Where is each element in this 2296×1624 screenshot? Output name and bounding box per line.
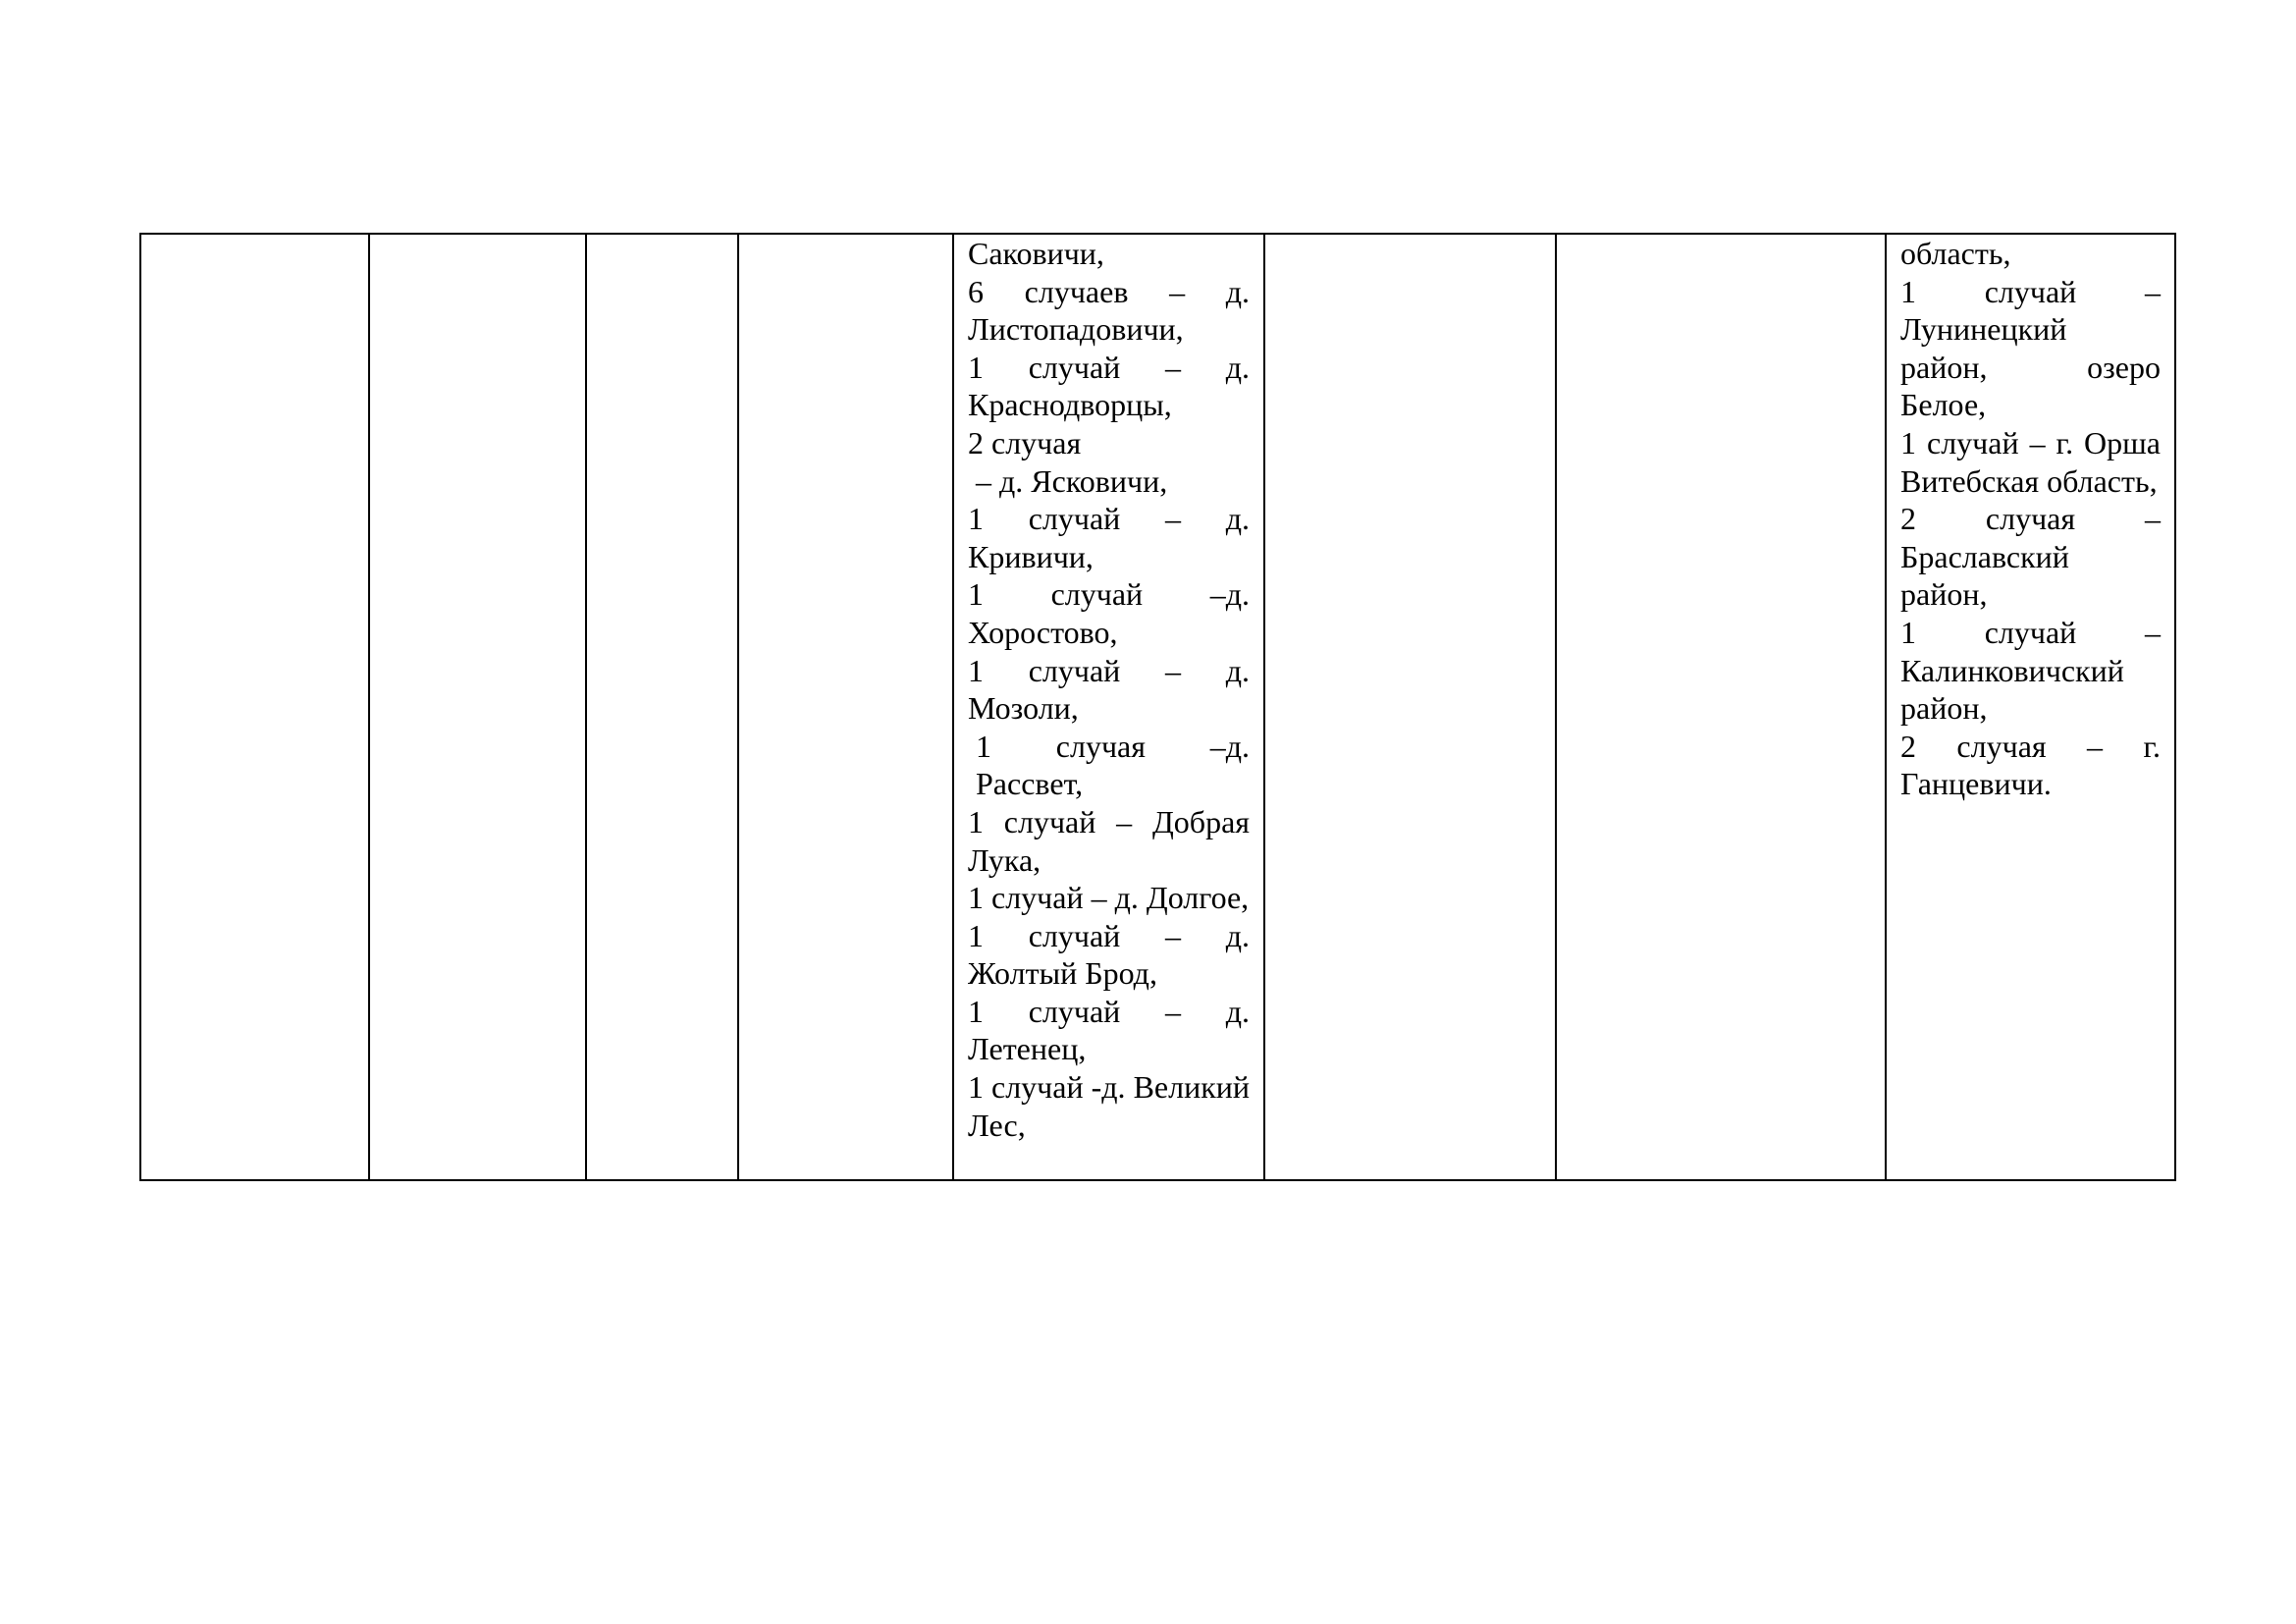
list-item: – д. Ясковичи, xyxy=(968,462,1168,499)
data-table xyxy=(139,233,2176,1181)
list-item: область, xyxy=(1900,236,2011,271)
list-item: 2 случая xyxy=(968,424,1082,460)
table-cell-7 xyxy=(1556,234,1886,1180)
list-item: 1 случай – д. Жолтый Брод, xyxy=(968,917,1250,992)
list-item: 1 случай – Добрая Лука, xyxy=(968,803,1250,878)
list-item: 1 случай –д. Хоростово, xyxy=(968,576,1250,650)
table-cell-3 xyxy=(586,234,738,1180)
list-item: 1 случай – Лунинецкий район, озеро Белое, xyxy=(1900,273,2161,423)
list-item: 1 случай – д. Мозоли, xyxy=(968,652,1250,727)
table-cell-1 xyxy=(140,234,369,1180)
table-cell-6 xyxy=(1264,234,1556,1180)
cell-8-text xyxy=(1887,235,2174,803)
list-item: 1 случай – г. Орша Витебская область, xyxy=(1900,424,2161,499)
table-row xyxy=(140,234,2175,1180)
list-item: 1 случай – д. Летенец, xyxy=(968,993,1250,1067)
list-item: 1 случай – д. Кривичи, xyxy=(968,501,1250,574)
list-item: 6 случаев – д. Листопадовичи, xyxy=(968,273,1250,348)
table-cell-2 xyxy=(369,234,586,1180)
list-item: 1 случай – д. Краснодворцы, xyxy=(968,349,1250,423)
list-item: Саковичи, xyxy=(968,236,1104,271)
table-cell-5 xyxy=(953,234,1264,1180)
table-cell-4 xyxy=(738,234,953,1180)
table-cell-8 xyxy=(1886,234,2175,1180)
list-item: 1 случай – д. Долгое, xyxy=(968,880,1250,916)
list-item: 1 случай – Калинковичский район, xyxy=(1900,614,2161,727)
list-item: 2 случая – г. Ганцевичи. xyxy=(1900,728,2161,802)
list-item: 1 случая –д. Рассвет, xyxy=(976,728,1250,802)
cell-5-text xyxy=(954,235,1263,1144)
list-item: 2 случая – Браславский район, xyxy=(1900,501,2161,613)
list-item: 1 случай -д. Великий Лес, xyxy=(968,1069,1250,1143)
